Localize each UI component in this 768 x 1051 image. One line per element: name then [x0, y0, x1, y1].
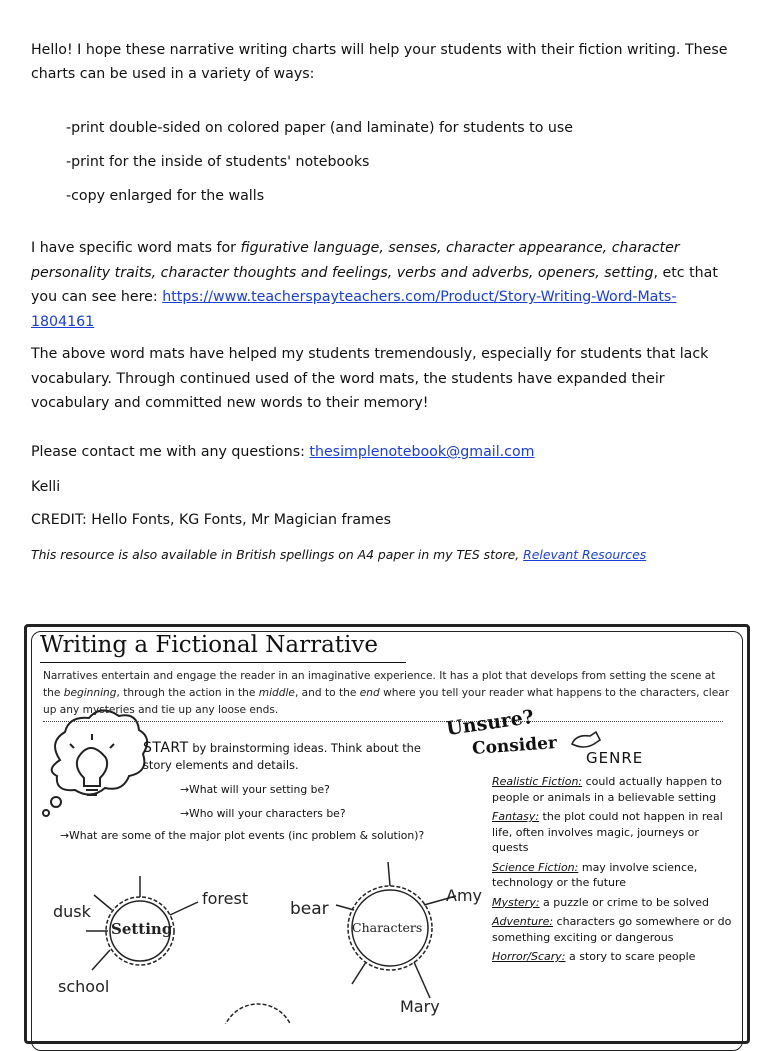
genre-name: Fantasy: — [492, 810, 540, 823]
intro-part: where you tell your reader what happens to the characters, clear up any mysteries and tie up any loose ends. — [43, 687, 730, 716]
start-text: by brainstorming ideas. Think about the story elements and details. — [143, 741, 421, 772]
genre-list — [492, 774, 732, 969]
mats-prefix: I have specific word mats for — [31, 240, 241, 256]
setting-word: school — [58, 977, 110, 996]
usage-item: -print for the inside of students' notebooks — [66, 154, 370, 170]
genre-desc: a puzzle or crime to be solved — [539, 895, 710, 909]
setting-word: forest — [202, 889, 249, 908]
genre-desc: may involve science, technology or the future — [492, 860, 698, 889]
brainstorm-instructions — [143, 740, 443, 774]
setting-web-icon — [86, 876, 294, 1024]
signoff: Kelli — [31, 479, 61, 495]
genre-heading: GENRE — [586, 749, 644, 767]
arrow-icon — [572, 732, 600, 747]
intro-beginning: beginning — [63, 687, 117, 699]
start-word: START — [143, 740, 189, 756]
genre-desc: a story to scare people — [565, 950, 696, 963]
question-setting: →What will your setting be? — [180, 783, 330, 796]
tes-note-text: This resource is also available in British spellings on A4 paper in my TES store, — [31, 547, 524, 562]
genre-name: Horror/Scary: — [492, 950, 566, 963]
setting-word: dusk — [53, 902, 91, 921]
chart-title: Writing a Fictional Narrative — [40, 632, 379, 658]
consider-heading: Consider — [471, 733, 558, 759]
genre-item — [492, 774, 732, 805]
genre-name: Adventure: — [492, 915, 554, 928]
intro-part: , through the action in the — [116, 687, 259, 699]
usage-item: -copy enlarged for the walls — [66, 188, 265, 204]
relevant-resources-link[interactable]: Relevant Resources — [523, 547, 647, 562]
mats-middle: , etc that you can see here: — [31, 264, 718, 305]
intro-part: , and to the — [294, 687, 360, 699]
character-word: Amy — [446, 886, 482, 905]
genre-item — [492, 914, 732, 945]
genre-item — [492, 809, 732, 856]
character-word: bear — [290, 899, 329, 919]
genre-desc: characters go somewhere or do something exciting or dangerous — [492, 915, 732, 944]
question-characters: →Who will your characters be? — [180, 807, 346, 820]
character-word: Mary — [400, 997, 440, 1016]
email-link[interactable]: thesimplenotebook@gmail.com — [309, 444, 535, 460]
intro-middle: middle — [258, 687, 295, 699]
genre-item — [492, 895, 732, 911]
unsure-heading: Unsure? — [444, 705, 536, 741]
word-mats-link[interactable]: https://www.teacherspayteachers.com/Product/Story-Writing-Word-Mats-1804161 — [31, 289, 677, 330]
genre-item — [492, 949, 732, 965]
contact-text: Please contact me with any questions: — [31, 444, 310, 460]
intro-text: Hello! I hope these narrative writing charts will help your students with their fiction writing. These charts can be used in a variety of ways: — [31, 42, 728, 82]
genre-item — [492, 860, 732, 891]
credit-line: CREDIT: Hello Fonts, KG Fonts, Mr Magician frames — [31, 512, 391, 528]
genre-name: Science Fiction: — [492, 860, 579, 874]
usage-item: -print double-sided on colored paper (and laminate) for students to use — [66, 120, 574, 136]
above-paragraph: The above word mats have helped my students tremendously, especially for students that lack vocabulary. Through continued used of the word mats, the students have expanded their vocabulary and committed new words to their memory! — [31, 346, 709, 411]
characters-label: Characters — [352, 920, 423, 935]
setting-label: Setting — [111, 920, 173, 938]
intro-end: end — [359, 687, 380, 699]
genre-desc: the plot could not happen in real life, often involves magic, journeys or quests — [492, 810, 723, 854]
intro-part: Narratives entertain and engage the reader in an imaginative experience. It has a plot that develops from setting the scene at the — [43, 670, 716, 699]
lightbulb-cloud-icon — [43, 710, 147, 816]
genre-name: Realistic Fiction: — [492, 775, 583, 788]
genre-desc: could actually happen to people or animals in a believable setting — [492, 775, 722, 804]
genre-name: Mystery: — [492, 895, 540, 909]
question-plot: →What are some of the major plot events (inc problem & solution)? — [60, 829, 425, 842]
mats-topics: figurative language, senses, character appearance, character personality traits, character thoughts and feelings, verbs and adverbs, openers, setting — [31, 240, 680, 281]
